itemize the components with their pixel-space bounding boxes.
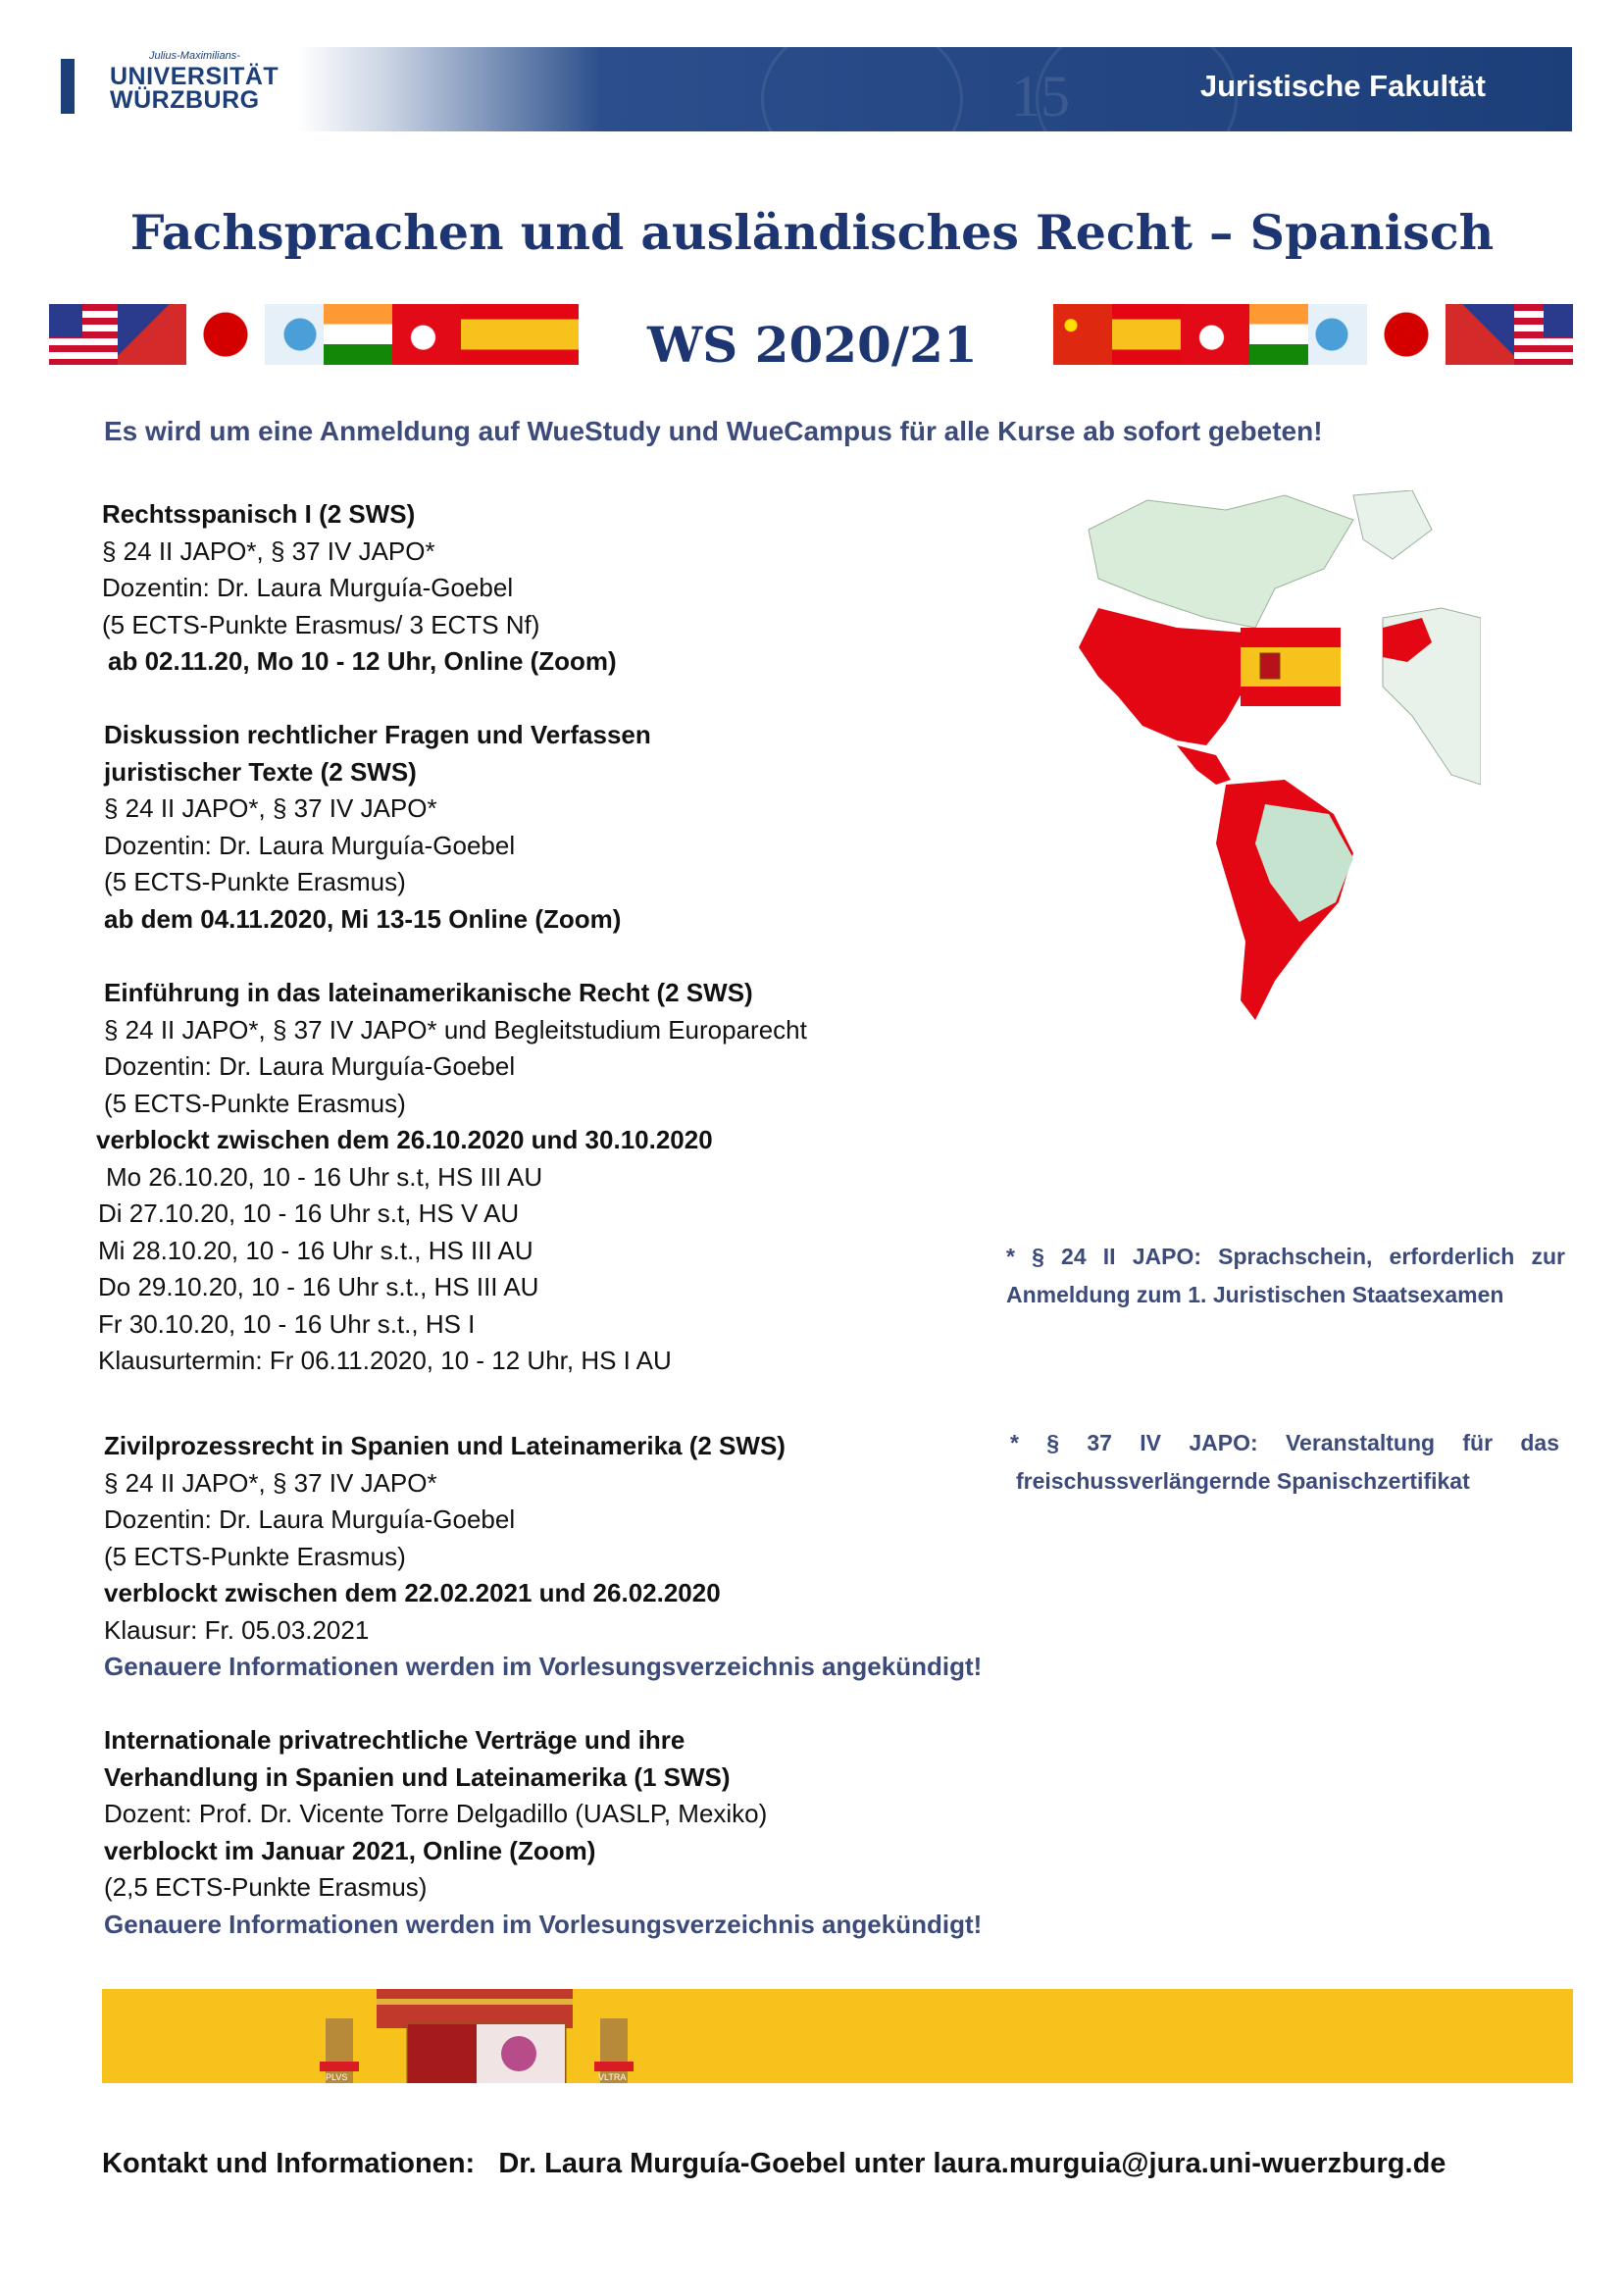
- course-info: Genauere Informationen werden im Vorlesungsverzeichnis angekündigt!: [104, 1652, 983, 1681]
- flag-usa-icon: [49, 304, 118, 365]
- course-title: Einführung in das lateinamerikanische Recht (2 SWS): [104, 978, 753, 1007]
- course-japo: § 24 II JAPO*, § 37 IV JAPO*: [104, 1467, 437, 1498]
- course-schedule: verblockt zwischen dem 26.10.2020 und 30.10.2020: [96, 1125, 713, 1154]
- faculty-name: Juristische Fakultät: [1199, 69, 1486, 103]
- flag-spain-icon: [1112, 304, 1181, 365]
- banner-right-text: VLTRA: [598, 2072, 627, 2082]
- page-title: Fachsprachen und ausländisches Recht – Spanisch: [129, 204, 1495, 261]
- course-exam: Klausurtermin: Fr 06.11.2020, 10 - 12 Uhr, HS I AU: [98, 1346, 672, 1375]
- flag-usa-icon: [1514, 304, 1573, 365]
- coat-of-arms-icon: [318, 1989, 671, 2083]
- course-lecturer: Dozentin: Dr. Laura Murguía-Goebel: [104, 1051, 516, 1081]
- footnote-japo-37: [1010, 1424, 1559, 1501]
- flag-japan-icon: [1367, 304, 1446, 365]
- course-lecturer: Dozentin: Dr. Laura Murguía-Goebel: [104, 1504, 516, 1534]
- flag-china-icon: [1053, 304, 1112, 365]
- course-date: Mi 28.10.20, 10 - 16 Uhr s.t., HS III AU: [98, 1235, 533, 1265]
- course-exam: Klausur: Fr. 05.03.2021: [104, 1614, 370, 1645]
- footnote-text: freischussverlängernde Spanischzertifikat: [1016, 1468, 1470, 1494]
- registration-announcement: Es wird um eine Anmeldung auf WueStudy und WueCampus für alle Kurse ab sofort gebeten!: [104, 416, 1323, 446]
- course-block: [104, 1722, 982, 1943]
- flag-india-icon: [1249, 304, 1308, 365]
- course-schedule: ab 02.11.20, Mo 10 - 12 Uhr, Online (Zoom): [108, 646, 617, 676]
- flag-strip-left: [49, 304, 579, 365]
- course-block: [96, 975, 807, 1380]
- logo-small-text: Julius-Maximilians-: [149, 50, 240, 62]
- course-title: Zivilprozessrecht in Spanien und Lateinamerika (2 SWS): [104, 1431, 786, 1460]
- flag-spain-icon: [461, 304, 579, 365]
- flag-un-icon: [265, 304, 324, 365]
- course-schedule: verblockt zwischen dem 22.02.2021 und 26.02.2020: [104, 1578, 721, 1607]
- course-title: Verhandlung in Spanien und Lateinamerika (1 SWS): [104, 1761, 731, 1792]
- course-japo: § 24 II JAPO*, § 37 IV JAPO*: [102, 535, 435, 566]
- course-lecturer: Dozent: Prof. Dr. Vicente Torre Delgadillo (UASLP, Mexiko): [104, 1799, 768, 1828]
- flag-turkey-icon: [1181, 304, 1249, 365]
- spain-coat-of-arms-banner: [102, 1989, 1573, 2083]
- banner-left-text: PLVS: [326, 2072, 348, 2082]
- seal-number: 15: [1011, 64, 1070, 128]
- flag-strip-right: [1053, 304, 1573, 365]
- course-ects: (5 ECTS-Punkte Erasmus): [104, 867, 406, 896]
- course-lecturer: Dozentin: Dr. Laura Murguía-Goebel: [102, 573, 514, 602]
- flag-japan-icon: [186, 304, 265, 365]
- course-date: Fr 30.10.20, 10 - 16 Uhr s.t., HS I: [98, 1308, 476, 1339]
- course-block: [102, 496, 617, 681]
- course-block: [104, 717, 651, 938]
- course-title: juristischer Texte (2 SWS): [104, 756, 417, 787]
- seal-watermark: [761, 47, 963, 131]
- course-title: Diskussion rechtlicher Fragen und Verfassen: [104, 720, 651, 749]
- footnote-text: Anmeldung zum 1. Juristischen Staatsexamen: [1006, 1282, 1504, 1307]
- logo-line-2: WÜRZBURG: [110, 86, 260, 114]
- flag-taiwan-icon: [1446, 304, 1514, 365]
- course-schedule: verblockt im Januar 2021, Online (Zoom): [104, 1835, 596, 1865]
- course-lecturer: Dozentin: Dr. Laura Murguía-Goebel: [104, 830, 516, 860]
- course-ects: (2,5 ECTS-Punkte Erasmus): [104, 1872, 428, 1902]
- course-date: Di 27.10.20, 10 - 16 Uhr s.t, HS V AU: [98, 1198, 520, 1228]
- world-map-illustration: [1059, 490, 1481, 1030]
- footnote-japo-24: [1006, 1238, 1565, 1314]
- contact-information: Kontakt und Informationen: Dr. Laura Murguía-Goebel unter laura.murguia@jura.uni-wuerzburg.de: [102, 2148, 1446, 2179]
- flag-turkey-icon: [392, 304, 461, 365]
- course-info: Genauere Informationen werden im Vorlesungsverzeichnis angekündigt!: [104, 1909, 983, 1939]
- course-schedule: ab dem 04.11.2020, Mi 13-15 Online (Zoom): [104, 903, 622, 934]
- logo-bar: [61, 59, 75, 114]
- flag-taiwan-icon: [118, 304, 186, 365]
- flag-india-icon: [324, 304, 392, 365]
- logo-line-1: UNIVERSITÄT: [110, 63, 279, 90]
- course-date: Do 29.10.20, 10 - 16 Uhr s.t., HS III AU: [98, 1272, 539, 1301]
- course-japo: § 24 II JAPO*, § 37 IV JAPO* und Begleitstudium Europarecht: [104, 1014, 807, 1045]
- flag-un-icon: [1308, 304, 1367, 365]
- course-block: [104, 1428, 982, 1686]
- semester-label: WS 2020/21: [647, 316, 978, 374]
- course-title: Rechtsspanisch I (2 SWS): [102, 499, 416, 529]
- footnote-text: * § 24 II JAPO: Sprachschein, erforderlich zur: [1006, 1244, 1565, 1269]
- course-ects: (5 ECTS-Punkte Erasmus): [104, 1088, 406, 1118]
- course-japo: § 24 II JAPO*, § 37 IV JAPO*: [104, 793, 437, 823]
- university-header: [55, 47, 1572, 131]
- course-date: Mo 26.10.20, 10 - 16 Uhr s.t, HS III AU: [106, 1161, 543, 1192]
- course-ects: (5 ECTS-Punkte Erasmus/ 3 ECTS Nf): [102, 609, 540, 639]
- course-ects: (5 ECTS-Punkte Erasmus): [104, 1541, 406, 1571]
- course-title: Internationale privatrechtliche Verträge und ihre: [104, 1725, 685, 1755]
- footnote-text: * § 37 IV JAPO: Veranstaltung für das: [1010, 1430, 1559, 1455]
- spain-flag-icon: [1241, 628, 1341, 706]
